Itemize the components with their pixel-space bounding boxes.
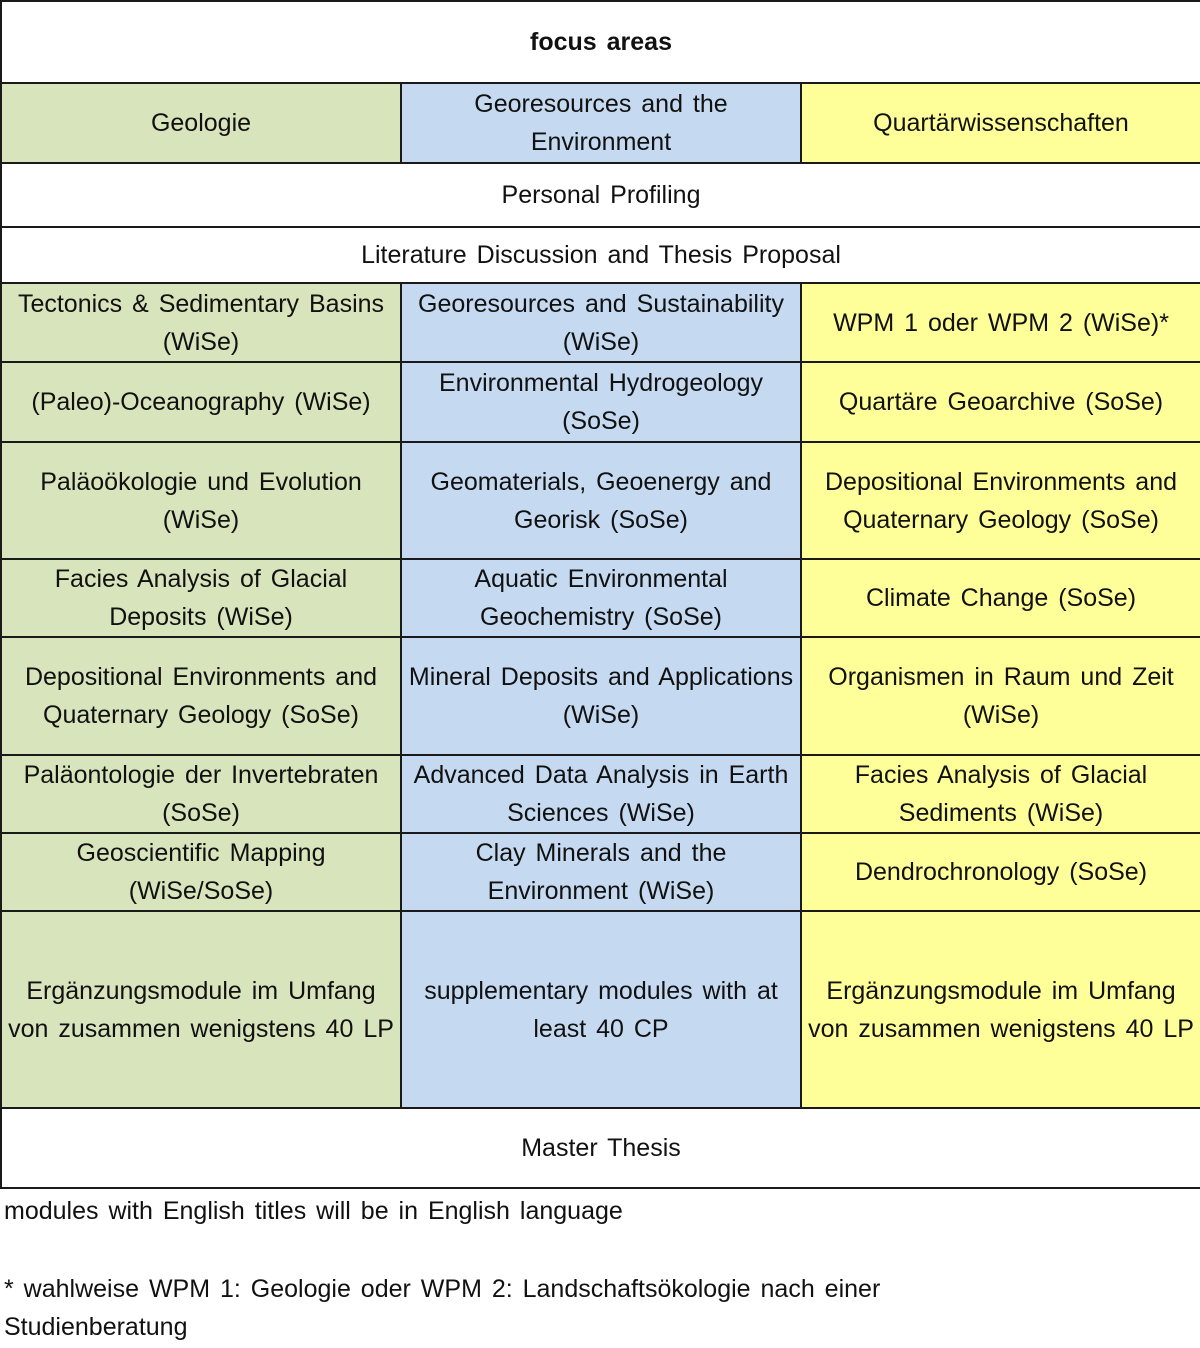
personal-profiling-cell: Personal Profiling <box>1 163 1200 227</box>
column-header-geologie: Geologie <box>1 83 401 163</box>
module-cell: Dendrochronology (SoSe) <box>801 833 1200 911</box>
table-row <box>1 559 1200 637</box>
table-row <box>1 362 1200 442</box>
module-cell: Clay Minerals and the Environment (WiSe) <box>401 833 801 911</box>
table-row <box>1 442 1200 559</box>
column-header-quartaer: Quartärwissenschaften <box>801 83 1200 163</box>
module-cell: Facies Analysis of Glacial Sediments (WiSe) <box>801 755 1200 833</box>
module-cell: Paläontologie der Invertebraten (SoSe) <box>1 755 401 833</box>
table-row <box>1 637 1200 755</box>
title-row <box>1 1 1200 83</box>
language-note: modules with English titles will be in English language <box>4 1197 623 1225</box>
literature-row <box>1 227 1200 283</box>
module-cell: Depositional Environments and Quaternary Geology (SoSe) <box>801 442 1200 559</box>
module-cell: Geoscientific Mapping (WiSe/SoSe) <box>1 833 401 911</box>
module-cell: Facies Analysis of Glacial Deposits (WiSe) <box>1 559 401 637</box>
literature-cell: Literature Discussion and Thesis Proposal <box>1 227 1200 283</box>
table-row <box>1 755 1200 833</box>
module-cell: Tectonics & Sedimentary Basins (WiSe) <box>1 283 401 362</box>
supplementary-cell: Ergänzungsmodule im Umfang von zusammen wenigstens 40 LP <box>1 911 401 1108</box>
table-row <box>1 833 1200 911</box>
module-cell: Organismen in Raum und Zeit (WiSe) <box>801 637 1200 755</box>
table-title: focus areas <box>1 1 1200 83</box>
module-cell: Climate Change (SoSe) <box>801 559 1200 637</box>
module-cell: Mineral Deposits and Applications (WiSe) <box>401 637 801 755</box>
module-cell: Geomaterials, Geoenergy and Georisk (SoSe) <box>401 442 801 559</box>
module-cell: Quartäre Geoarchive (SoSe) <box>801 362 1200 442</box>
wpm-footnote: * wahlweise WPM 1: Geologie oder WPM 2: Landschaftsökologie nach einer Studienberatung <box>4 1275 881 1341</box>
supplementary-cell: supplementary modules with at least 40 CP <box>401 911 801 1108</box>
module-cell: Aquatic Environmental Geochemistry (SoSe) <box>401 559 801 637</box>
module-cell: WPM 1 oder WPM 2 (WiSe)* <box>801 283 1200 362</box>
supplementary-row <box>1 911 1200 1108</box>
personal-profiling-row <box>1 163 1200 227</box>
master-thesis-cell: Master Thesis <box>1 1108 1200 1188</box>
table-row <box>1 283 1200 362</box>
module-cell: Georesources and Sustainability (WiSe) <box>401 283 801 362</box>
column-header-row <box>1 83 1200 163</box>
module-cell: (Paleo)-Oceanography (WiSe) <box>1 362 401 442</box>
module-cell: Depositional Environments and Quaternary Geology (SoSe) <box>1 637 401 755</box>
module-cell: Paläoökologie und Evolution (WiSe) <box>1 442 401 559</box>
thesis-row <box>1 1108 1200 1188</box>
module-cell: Environmental Hydrogeology (SoSe) <box>401 362 801 442</box>
module-cell: Advanced Data Analysis in Earth Sciences (WiSe) <box>401 755 801 833</box>
column-header-georesources: Georesources and the Environment <box>401 83 801 163</box>
supplementary-cell: Ergänzungsmodule im Umfang von zusammen wenigstens 40 LP <box>801 911 1200 1108</box>
